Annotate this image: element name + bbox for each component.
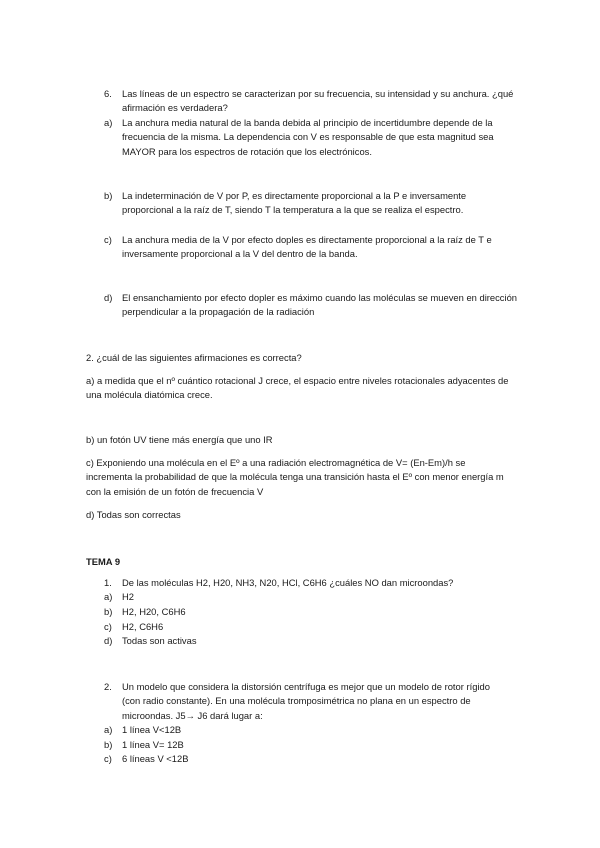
question-2-option-c: c) Exponiendo una molécula en el Eº a una radiación electromagnética de V= (En-Em)/h se incrementa la probabilidad de que la molécula tenga una transición hasta el Eº con menor energía m con la emisión de un fotón de frecuencia V [86, 457, 504, 497]
tema-question-2-number: 2. [104, 681, 112, 692]
tema-q1-option-a-label: a) [104, 591, 113, 602]
tema-question-2-stem: Un modelo que considera la distorsión centrífuga es mejor que un modelo de rotor rígido (con radio constante). En una molécula tromposimétrica no plana en un espectro de microondas. J5→ J6 dará lugar a: [122, 681, 490, 721]
question-6-option-c-text: La anchura media de la V por efecto doples es directamente proporcional a la raíz de T e inversamente proporcional a la V del dentro de la banda. [122, 234, 492, 260]
question-6-option-d-text: El ensanchamiento por efecto dopler es máximo cuando las moléculas se mueven en dirección perpendicular a la propagación de la radiación [122, 292, 518, 318]
question-6-option-b-label: b) [104, 190, 113, 201]
question-6-number: 6. [104, 88, 112, 99]
tema-q1-option-c-text: H2, C6H6 [122, 621, 164, 632]
section-title: TEMA 9 [86, 556, 121, 567]
tema-q2-option-c-label: c) [104, 753, 112, 764]
tema-q1-option-d-label: d) [104, 635, 113, 646]
question-2-stem: 2. ¿cuál de las siguientes afirmaciones es correcta? [86, 352, 302, 363]
tema-q2-option-b-label: b) [104, 739, 113, 750]
question-2-option-a: a) a medida que el nº cuántico rotacional J crece, el espacio entre niveles rotacionales adyacentes de una molécula diatómica crece. [86, 375, 509, 401]
question-6-option-b-text: La indeterminación de V por P, es directamente proporcional a la P e inversamente proporcional a la raíz de T, siendo T la temperatura a la que se realiza el espectro. [122, 190, 467, 216]
tema-question-1-stem: De las moléculas H2, H20, NH3, N20, HCl, C6H6 ¿cuáles NO dan microondas? [122, 577, 454, 588]
question-6-option-a-label: a) [104, 117, 113, 128]
question-6-option-a-text: La anchura media natural de la banda debida al principio de incertidumbre depende de la frecuencia de la misma. La dependencia con V es responsable de que esta magnitud sea MAYOR para los espectros de rotación que los electrónicos. [122, 117, 494, 157]
tema-question-1-number: 1. [104, 577, 112, 588]
tema-q1-option-d-text: Todas son activas [122, 635, 197, 646]
tema-q1-option-c-label: c) [104, 621, 112, 632]
question-2-option-b: b) un fotón UV tiene más energía que uno IR [86, 434, 273, 445]
tema-q2-option-a-text: 1 línea V<12B [122, 724, 182, 735]
question-6-option-d-label: d) [104, 292, 113, 303]
question-6-stem: Las líneas de un espectro se caracterizan por su frecuencia, su intensidad y su anchura. ¿qué afirmación es verdadera? [122, 88, 514, 114]
question-6-option-c-label: c) [104, 234, 112, 245]
question-2-option-d: d) Todas son correctas [86, 509, 181, 520]
tema-q2-option-a-label: a) [104, 724, 113, 735]
tema-q2-option-b-text: 1 línea V= 12B [122, 739, 184, 750]
tema-q1-option-b-text: H2, H20, C6H6 [122, 606, 186, 617]
tema-q2-option-c-text: 6 líneas V <12B [122, 753, 189, 764]
tema-q1-option-b-label: b) [104, 606, 113, 617]
tema-q1-option-a-text: H2 [122, 591, 134, 602]
